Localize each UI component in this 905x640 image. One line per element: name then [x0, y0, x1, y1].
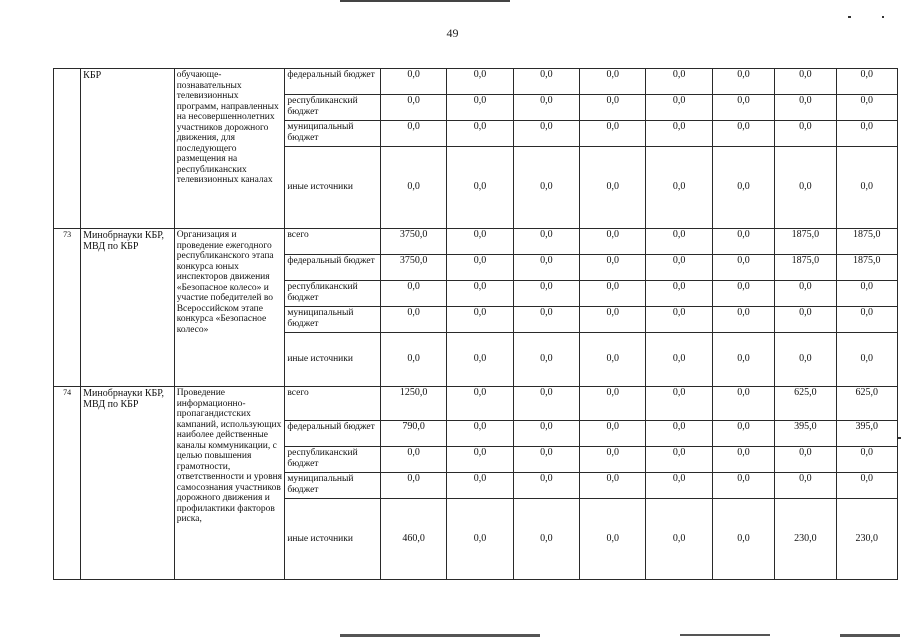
funding-source-cell: республиканский бюджет [285, 95, 381, 121]
amount-cell: 0,0 [447, 387, 513, 421]
amount-cell: 0,0 [513, 147, 579, 229]
amount-cell: 0,0 [580, 421, 646, 447]
amount-cell: 0,0 [447, 499, 513, 580]
amount-cell: 0,0 [513, 95, 579, 121]
funding-source-cell: иные источники [285, 499, 381, 580]
amount-cell: 395,0 [836, 421, 897, 447]
funding-source-cell: федеральный бюджет [285, 255, 381, 281]
amount-cell: 0,0 [712, 499, 774, 580]
amount-cell: 0,0 [836, 147, 897, 229]
amount-cell: 0,0 [513, 447, 579, 473]
amount-cell: 0,0 [380, 147, 446, 229]
amount-cell: 0,0 [380, 69, 446, 95]
amount-cell: 0,0 [580, 147, 646, 229]
amount-cell: 0,0 [580, 281, 646, 307]
amount-cell: 0,0 [513, 307, 579, 333]
amount-cell: 0,0 [646, 421, 712, 447]
amount-cell: 0,0 [775, 121, 836, 147]
amount-cell: 0,0 [380, 95, 446, 121]
amount-cell: 0,0 [646, 499, 712, 580]
amount-cell: 0,0 [646, 121, 712, 147]
amount-cell: 0,0 [775, 333, 836, 387]
amount-cell: 0,0 [836, 447, 897, 473]
amount-cell: 0,0 [513, 229, 579, 255]
amount-cell: 0,0 [580, 307, 646, 333]
amount-cell: 0,0 [513, 121, 579, 147]
amount-cell: 0,0 [580, 69, 646, 95]
amount-cell: 1875,0 [836, 229, 897, 255]
scan-bottom-mark [680, 634, 770, 636]
amount-cell: 0,0 [580, 255, 646, 281]
scan-bottom-mark [340, 634, 540, 637]
amount-cell: 0,0 [836, 69, 897, 95]
amount-cell: 0,0 [447, 255, 513, 281]
amount-cell: 0,0 [712, 69, 774, 95]
activity-cell: обучающе-познавательных телевизионных программ, направленных на несовершеннолетних участников дорожного движения, для последующего размещения на республиканских телевизионных каналах [174, 69, 285, 229]
row-number: 73 [54, 229, 81, 387]
amount-cell: 625,0 [775, 387, 836, 421]
activity-cell: Организация и проведение ежегодного республиканского этапа конкурса юных инспекторов движения «Безопасное колесо» и участие победителей во Всероссийском этапе конкурса «Безопасное колесо» [174, 229, 285, 387]
row-number [54, 69, 81, 229]
executor-cell: Минобрнауки КБР, МВД по КБР [81, 387, 175, 580]
funding-source-cell: всего [285, 229, 381, 255]
activity-cell: Проведение информационно-пропагандистских кампаний, использующих наиболее действенные каналы коммуникации, с целью повышения грамотности, ответственности и уровня самосознания участников дорожного движения и профилактики факторов риска, [174, 387, 285, 580]
amount-cell: 0,0 [447, 473, 513, 499]
amount-cell: 0,0 [580, 333, 646, 387]
amount-cell: 0,0 [447, 95, 513, 121]
row-number: 74 [54, 387, 81, 580]
amount-cell: 460,0 [380, 499, 446, 580]
amount-cell: 0,0 [447, 229, 513, 255]
amount-cell: 0,0 [712, 95, 774, 121]
amount-cell: 0,0 [712, 147, 774, 229]
funding-source-cell: всего [285, 387, 381, 421]
table-row [54, 229, 898, 255]
funding-source-cell: республиканский бюджет [285, 447, 381, 473]
amount-cell: 0,0 [712, 307, 774, 333]
funding-source-cell: муниципальный бюджет [285, 121, 381, 147]
amount-cell: 0,0 [775, 307, 836, 333]
executor-cell: КБР [81, 69, 175, 229]
page-number: 49 [446, 26, 459, 40]
executor-cell: Минобрнауки КБР, МВД по КБР [81, 229, 175, 387]
amount-cell: 0,0 [380, 121, 446, 147]
amount-cell: 0,0 [646, 255, 712, 281]
amount-cell: 0,0 [712, 255, 774, 281]
amount-cell: 0,0 [447, 447, 513, 473]
amount-cell: 0,0 [836, 281, 897, 307]
amount-cell: 0,0 [447, 281, 513, 307]
amount-cell: 0,0 [447, 333, 513, 387]
amount-cell: 0,0 [580, 473, 646, 499]
amount-cell: 0,0 [580, 229, 646, 255]
amount-cell: 0,0 [836, 333, 897, 387]
amount-cell: 0,0 [646, 69, 712, 95]
amount-cell: 0,0 [712, 447, 774, 473]
amount-cell: 0,0 [380, 333, 446, 387]
amount-cell: 0,0 [712, 473, 774, 499]
scan-speck [882, 16, 884, 18]
amount-cell: 0,0 [513, 387, 579, 421]
amount-cell: 0,0 [580, 499, 646, 580]
funding-source-cell: муниципальный бюджет [285, 307, 381, 333]
amount-cell: 0,0 [646, 333, 712, 387]
amount-cell: 0,0 [646, 147, 712, 229]
funding-source-cell: иные источники [285, 333, 381, 387]
amount-cell: 790,0 [380, 421, 446, 447]
amount-cell: 0,0 [712, 421, 774, 447]
amount-cell: 0,0 [380, 473, 446, 499]
amount-cell: 0,0 [775, 281, 836, 307]
amount-cell: 0,0 [513, 499, 579, 580]
amount-cell: 0,0 [646, 229, 712, 255]
amount-cell: 0,0 [775, 473, 836, 499]
scan-speck [848, 16, 851, 18]
amount-cell: 0,0 [775, 69, 836, 95]
amount-cell: 0,0 [712, 121, 774, 147]
amount-cell: 0,0 [646, 447, 712, 473]
funding-source-cell: иные источники [285, 147, 381, 229]
scan-top-mark [340, 0, 510, 2]
amount-cell: 0,0 [775, 147, 836, 229]
amount-cell: 0,0 [646, 473, 712, 499]
amount-cell: 0,0 [380, 307, 446, 333]
funding-source-cell: муниципальный бюджет [285, 473, 381, 499]
table-body [54, 69, 898, 580]
scan-speck [898, 437, 901, 439]
amount-cell: 0,0 [447, 147, 513, 229]
amount-cell: 0,0 [513, 421, 579, 447]
amount-cell: 0,0 [580, 121, 646, 147]
amount-cell: 230,0 [775, 499, 836, 580]
funding-source-cell: федеральный бюджет [285, 421, 381, 447]
funding-source-cell: федеральный бюджет [285, 69, 381, 95]
amount-cell: 0,0 [836, 473, 897, 499]
amount-cell: 0,0 [646, 95, 712, 121]
amount-cell: 0,0 [712, 333, 774, 387]
amount-cell: 0,0 [513, 255, 579, 281]
amount-cell: 1875,0 [775, 255, 836, 281]
amount-cell: 625,0 [836, 387, 897, 421]
amount-cell: 395,0 [775, 421, 836, 447]
amount-cell: 0,0 [646, 387, 712, 421]
amount-cell: 0,0 [712, 281, 774, 307]
amount-cell: 1875,0 [836, 255, 897, 281]
amount-cell: 0,0 [513, 281, 579, 307]
funding-source-cell: республиканский бюджет [285, 281, 381, 307]
table-row [54, 69, 898, 95]
amount-cell: 0,0 [513, 69, 579, 95]
amount-cell: 1250,0 [380, 387, 446, 421]
amount-cell: 0,0 [447, 307, 513, 333]
amount-cell: 0,0 [447, 69, 513, 95]
amount-cell: 0,0 [447, 121, 513, 147]
amount-cell: 0,0 [580, 95, 646, 121]
amount-cell: 0,0 [836, 95, 897, 121]
table-row [54, 387, 898, 421]
amount-cell: 0,0 [775, 447, 836, 473]
amount-cell: 230,0 [836, 499, 897, 580]
amount-cell: 0,0 [775, 95, 836, 121]
amount-cell: 0,0 [513, 473, 579, 499]
amount-cell: 0,0 [380, 447, 446, 473]
amount-cell: 0,0 [380, 281, 446, 307]
amount-cell: 0,0 [712, 229, 774, 255]
amount-cell: 3750,0 [380, 255, 446, 281]
amount-cell: 0,0 [646, 307, 712, 333]
amount-cell: 0,0 [580, 447, 646, 473]
amount-cell: 1875,0 [775, 229, 836, 255]
amount-cell: 3750,0 [380, 229, 446, 255]
amount-cell: 0,0 [580, 387, 646, 421]
amount-cell: 0,0 [447, 421, 513, 447]
amount-cell: 0,0 [513, 333, 579, 387]
scan-bottom-mark [840, 634, 900, 637]
amount-cell: 0,0 [646, 281, 712, 307]
amount-cell: 0,0 [836, 121, 897, 147]
amount-cell: 0,0 [836, 307, 897, 333]
funding-table [53, 68, 898, 580]
amount-cell: 0,0 [712, 387, 774, 421]
